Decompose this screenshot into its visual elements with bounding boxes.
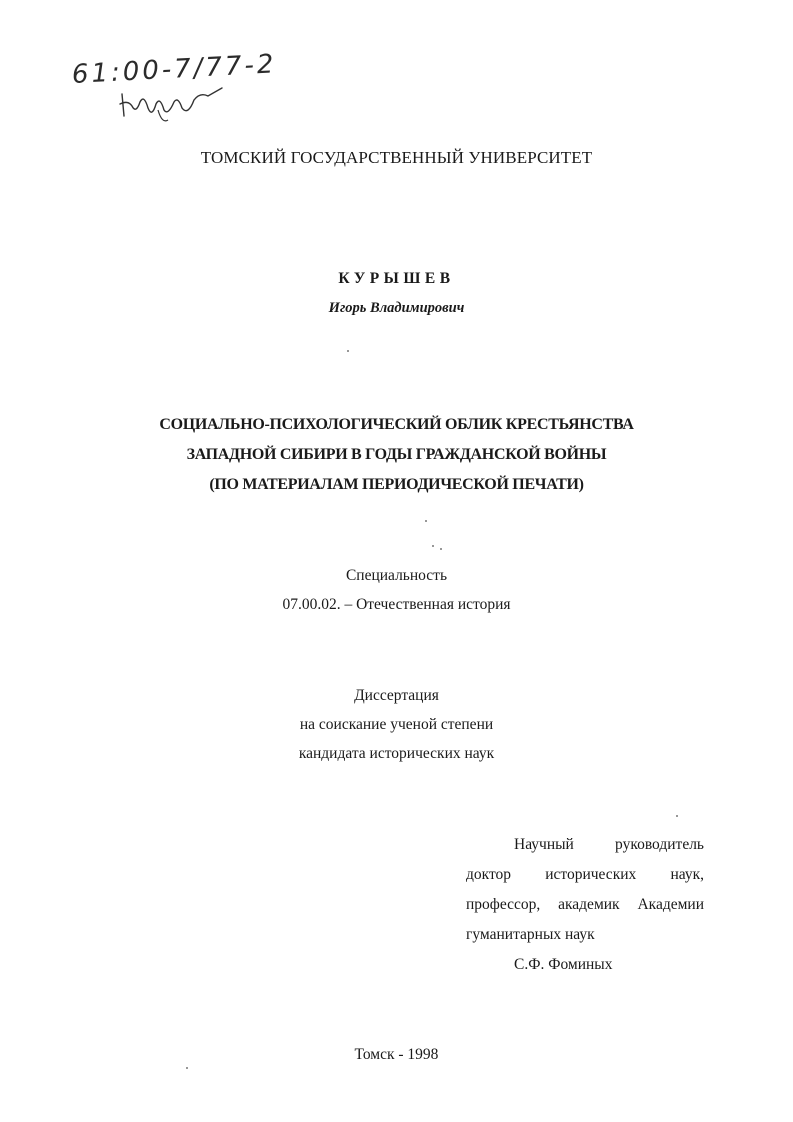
scan-speck xyxy=(347,350,349,352)
scan-speck xyxy=(425,520,427,522)
university-name: ТОМСКИЙ ГОСУДАРСТВЕННЫЙ УНИВЕРСИТЕТ xyxy=(200,148,593,167)
author-given-names: Игорь Владимирович xyxy=(328,300,465,316)
advisor-title-line-1: профессор, академик Академии xyxy=(466,896,704,913)
scan-speck xyxy=(440,548,442,550)
thesis-title-line-3: (ПО МАТЕРИАЛАМ ПЕРИОДИЧЕСКОЙ ПЕЧАТИ) xyxy=(209,476,584,493)
author-surname: КУРЫШЕВ xyxy=(338,270,455,287)
advisor-role: Научный руководитель xyxy=(514,836,704,853)
handwritten-signature-icon xyxy=(118,86,228,126)
specialty-code: 07.00.02. – Отечественная история xyxy=(282,596,511,613)
dissertation-degree: кандидата исторических наук xyxy=(298,745,495,762)
advisor-degree: доктор исторических наук, xyxy=(466,866,704,883)
handwritten-catalog-number: 61:00-7/77-2 xyxy=(71,49,278,90)
scan-speck xyxy=(676,815,678,817)
thesis-title-line-2: ЗАПАДНОЙ СИБИРИ В ГОДЫ ГРАЖДАНСКОЙ ВОЙНЫ xyxy=(186,446,607,463)
dissertation-purpose: на соискание ученой степени xyxy=(299,716,494,733)
scan-speck xyxy=(186,1067,188,1069)
advisor-name: С.Ф. Фоминых xyxy=(514,956,613,973)
dissertation-type: Диссертация xyxy=(354,687,439,704)
city-year: Томск - 1998 xyxy=(354,1046,439,1063)
scan-speck xyxy=(432,545,434,547)
advisor-title-line-2: гуманитарных наук xyxy=(466,926,595,943)
thesis-title-line-1: СОЦИАЛЬНО-ПСИХОЛОГИЧЕСКИЙ ОБЛИК КРЕСТЬЯНСТВА xyxy=(159,416,634,433)
specialty-label: Специальность xyxy=(345,567,448,584)
